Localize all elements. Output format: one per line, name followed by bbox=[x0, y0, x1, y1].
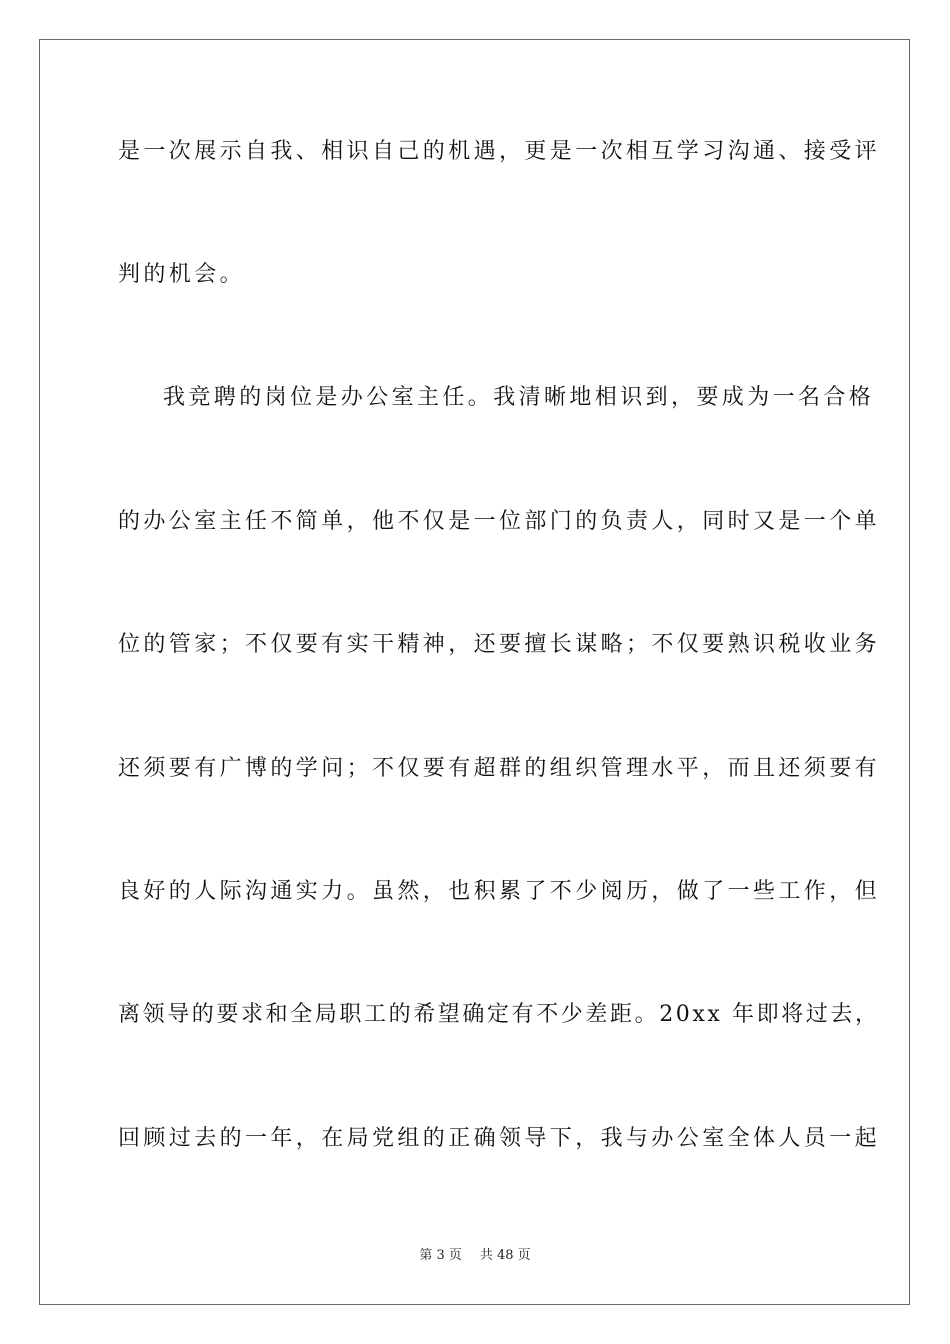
page-total: 共 48 页 bbox=[479, 1248, 531, 1263]
page-footer bbox=[0, 1247, 950, 1265]
page-number: 第 3 页 bbox=[419, 1248, 462, 1263]
text-line: 回顾过去的一年，在局党组的正确领导下，我与办公室全体人员一起 bbox=[118, 1126, 881, 1151]
text-line: 位的管家；不仅要有实干精神，还要擅长谋略；不仅要熟识税收业务 bbox=[118, 632, 881, 657]
text-line: 还须要有广博的学问；不仅要有超群的组织管理水平，而且还须要有 bbox=[118, 756, 881, 781]
text-line: 离领导的要求和全局职工的希望确定有不少差距。20xx 年即将过去， bbox=[118, 1002, 880, 1027]
text-line: 是一次展示自我、相识自己的机遇，更是一次相互学习沟通、接受评 bbox=[118, 139, 881, 164]
paragraph-first-line: 我竞聘的岗位是办公室主任。我清晰地相识到，要成为一名合格 bbox=[163, 385, 875, 410]
text-line: 的办公室主任不简单，他不仅是一位部门的负责人，同时又是一个单 bbox=[118, 509, 881, 534]
text-line: 判的机会。 bbox=[118, 262, 246, 287]
page-border bbox=[39, 39, 910, 1305]
text-line: 良好的人际沟通实力。虽然，也积累了不少阅历，做了一些工作，但 bbox=[118, 879, 881, 904]
